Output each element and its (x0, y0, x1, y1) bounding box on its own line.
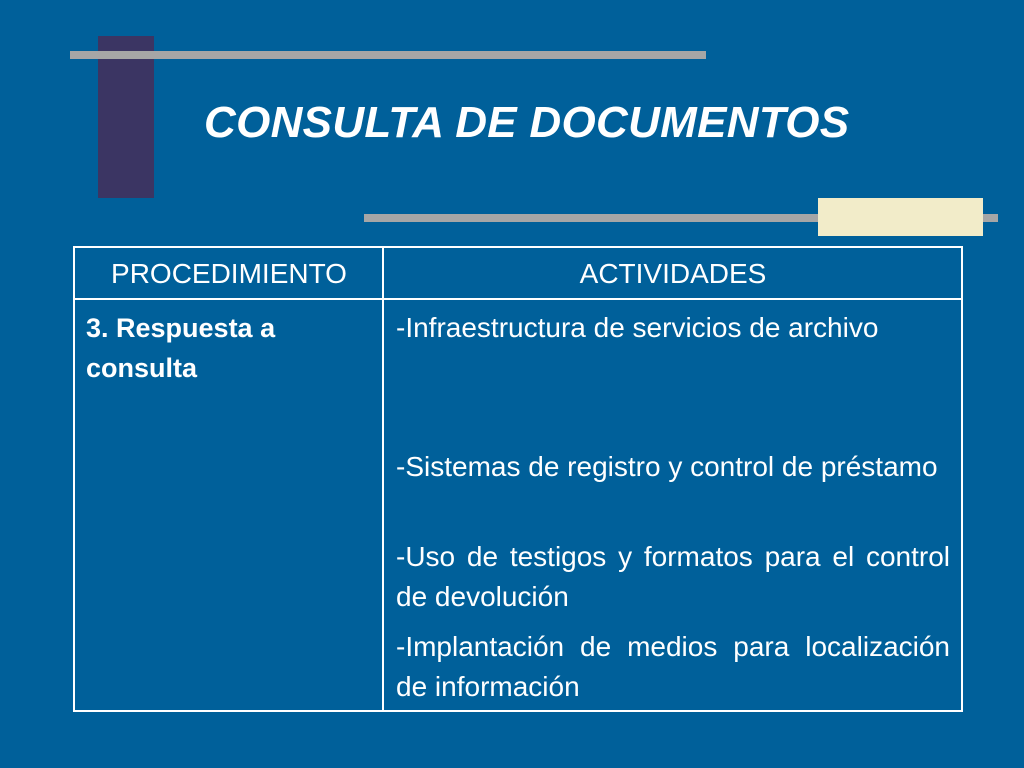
activity-item: -Implantación de medios para localización de información (396, 631, 950, 702)
decorative-purple-bar (98, 36, 154, 198)
decorative-cream-block (818, 198, 983, 236)
table-header-procedimiento: PROCEDIMIENTO (111, 258, 347, 289)
table-column-divider (382, 248, 384, 710)
slide-title: CONSULTA DE DOCUMENTOS (204, 98, 850, 147)
decorative-top-line (70, 51, 706, 59)
activity-item: -Sistemas de registro y control de préstamo (396, 451, 938, 482)
activity-item: -Uso de testigos y formatos para el control de devolución (396, 541, 950, 612)
table-header-actividades: ACTIVIDADES (579, 258, 767, 289)
table-header-divider (75, 298, 961, 300)
procedure-cell: 3. Respuesta a consulta (86, 313, 276, 383)
activity-item: -Infraestructura de servicios de archivo (396, 312, 879, 343)
